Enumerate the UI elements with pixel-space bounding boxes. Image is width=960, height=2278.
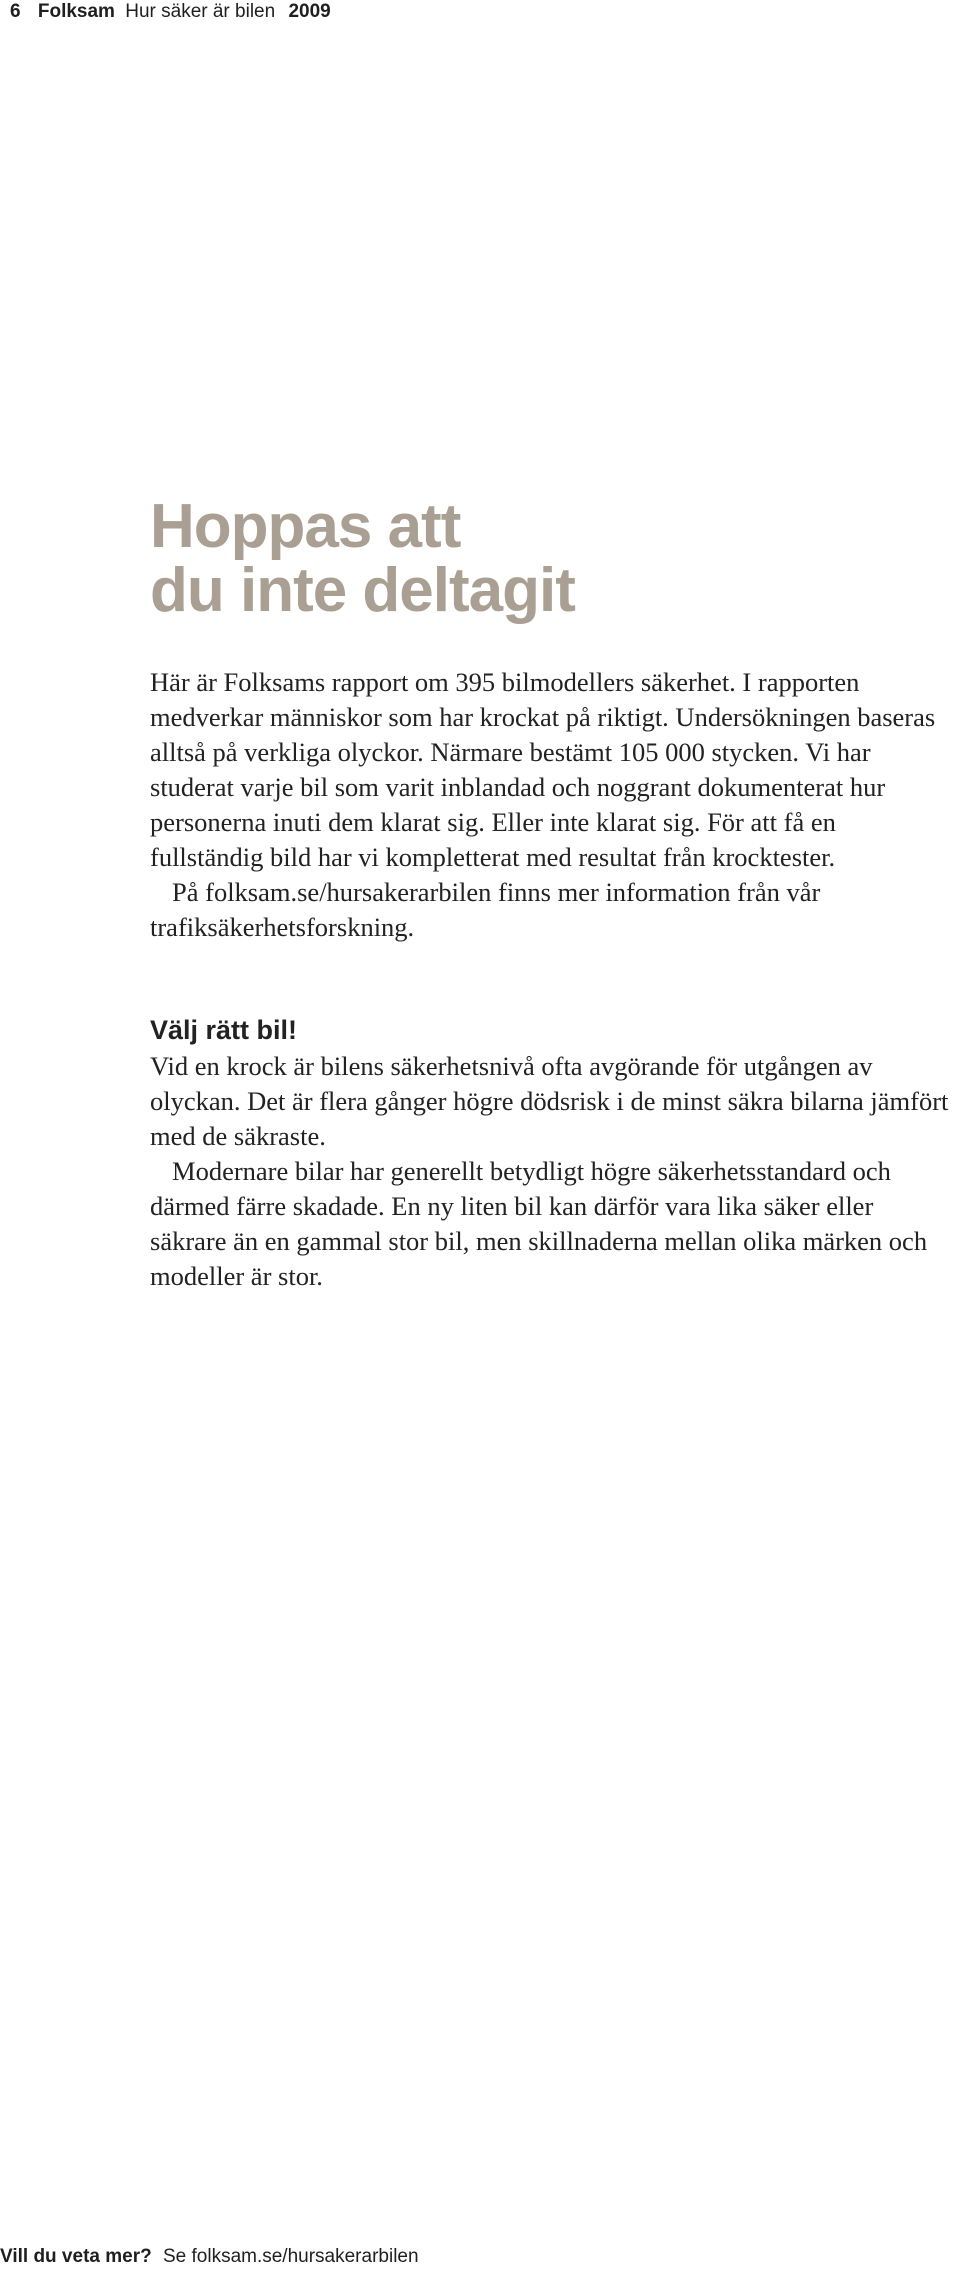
page-title-line-2: du inte deltagit: [150, 556, 575, 625]
section-heading: Välj rätt bil!: [150, 1015, 298, 1045]
running-header: [10, 0, 331, 24]
website-paragraph: På folksam.se/hursakerarbilen finns mer information från vår trafiksäkerhetsforskning.: [150, 877, 821, 942]
publication-year: 2009: [288, 1, 331, 22]
section-paragraph-2: Modernare bilar har generellt betydligt högre säkerhetsstandard och därmed färre skadade. En ny liten bil kan därför vara lika säker eller säkrare än en gammal stor bil, men skillnaderna mellan olika märken och modeller är stor.: [150, 1156, 928, 1291]
footer-link[interactable]: Se folksam.se/hursakerarbilen: [162, 2246, 419, 2267]
page-title-line-1: Hoppas att: [150, 492, 461, 561]
intro-text: [150, 665, 950, 945]
publication-subtitle: Hur säker är bilen: [125, 1, 276, 22]
page-title: [150, 492, 910, 625]
brand-name: Folksam: [37, 1, 115, 22]
section-text: [150, 1049, 950, 1294]
page-number: 6: [10, 1, 21, 22]
footer-question: Vill du veta mer?: [0, 2246, 152, 2267]
intro-paragraph: Här är Folksams rapport om 395 bilmodellers säkerhet. I rapporten medverkar människor som har krockat på riktigt. Undersökningen baseras alltså på verkliga olyckor. Närmare bestämt 105 000 stycken. Vi har studerat varje bil som varit inblandad och noggrant dokumenterat hur personerna inuti dem klarat sig. Eller inte klarat sig. För att få en fullständig bild har vi kompletterat med resultat från krocktester.: [150, 667, 936, 872]
page-footer: [0, 2245, 419, 2269]
section-paragraph-1: Vid en krock är bilens säkerhetsnivå ofta avgörande för utgången av olyckan. Det är flera gånger högre dödsrisk i de minst säkra bilarna jämfört med de säkraste.: [150, 1051, 949, 1151]
